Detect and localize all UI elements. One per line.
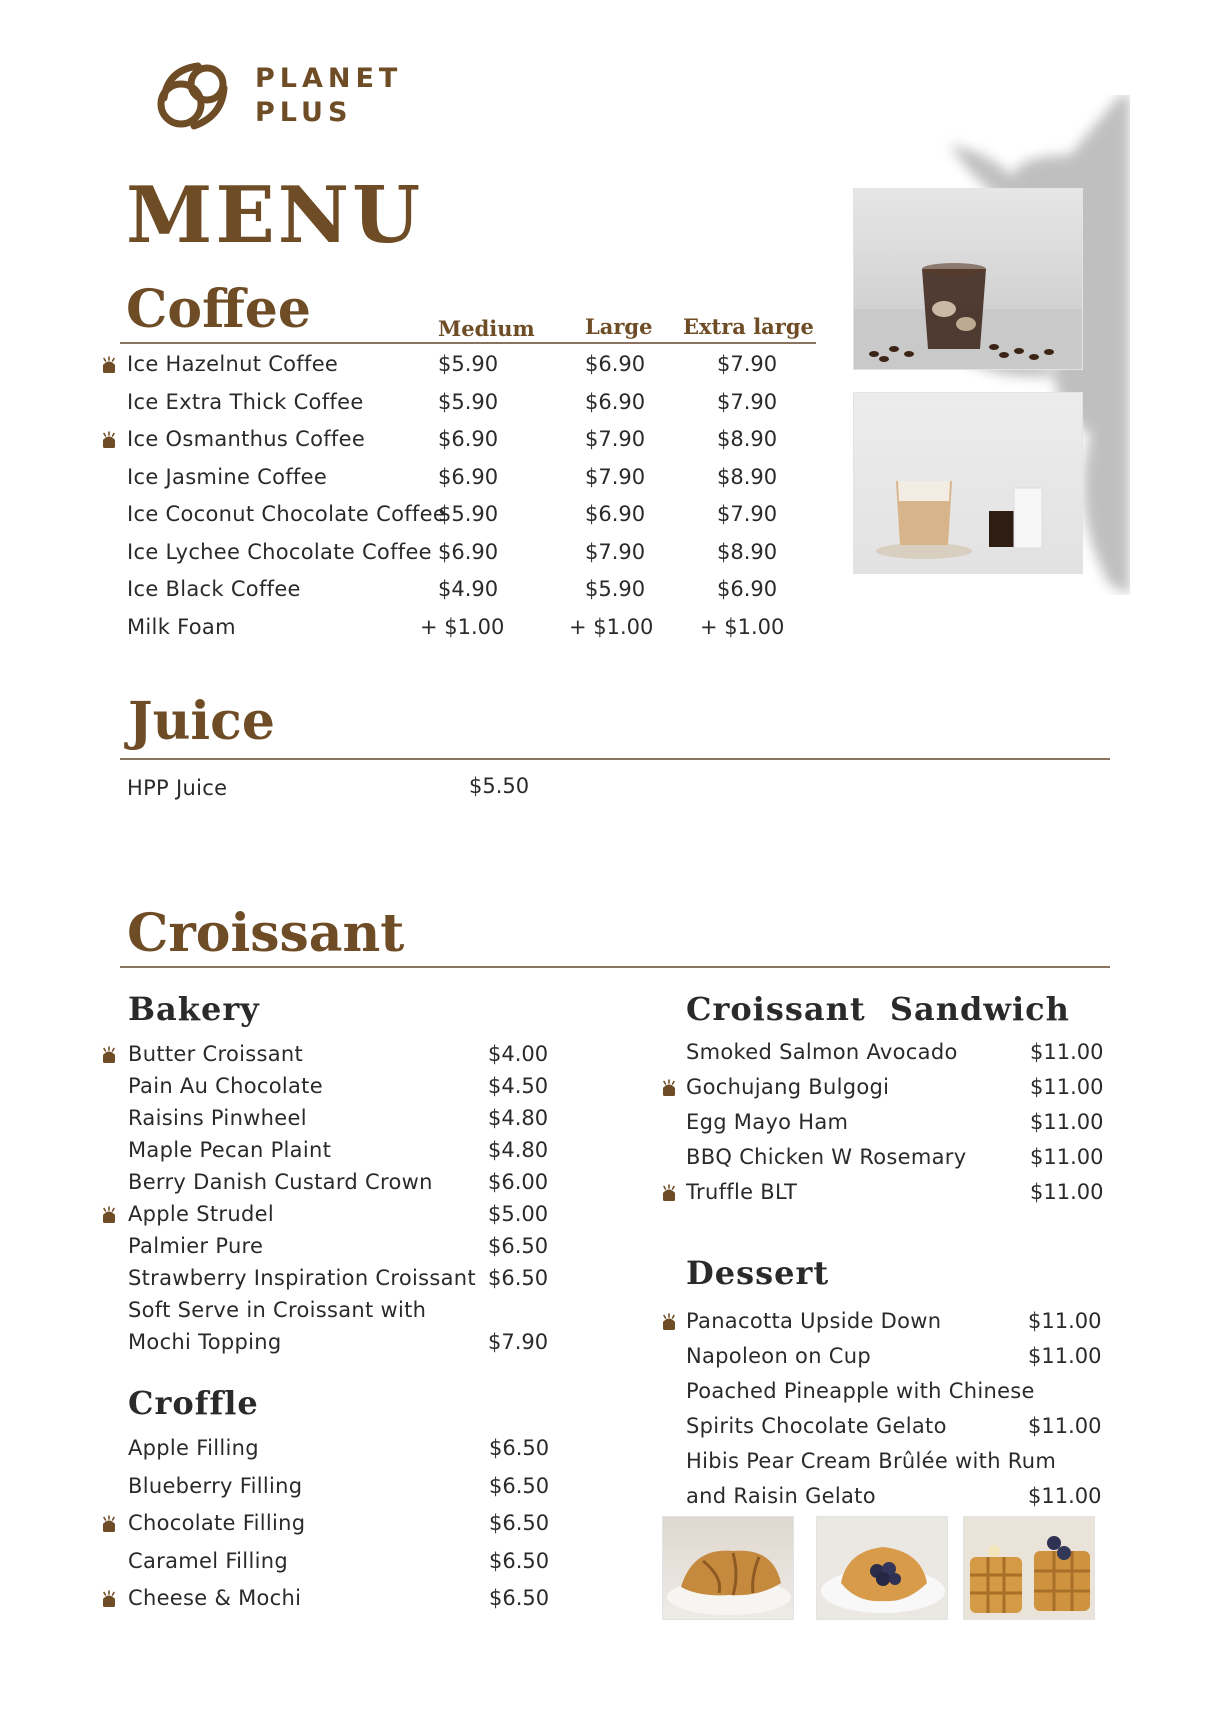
coffee-price-medium: $5.90 bbox=[438, 502, 499, 526]
croffle-item-price: $6.50 bbox=[489, 1586, 550, 1610]
coffee-price-extra-large: $7.90 bbox=[717, 502, 778, 526]
brand-line-1: PLANET bbox=[255, 63, 403, 94]
bakery-item-price: $4.50 bbox=[488, 1074, 549, 1098]
coffee-price-large: $6.90 bbox=[585, 352, 646, 376]
sandwich-item-name: Truffle BLT bbox=[686, 1180, 798, 1204]
sandwich-title: Croissant Sandwich bbox=[686, 990, 1070, 1028]
croissant-photo bbox=[662, 1516, 794, 1620]
bakery-item-price: $4.00 bbox=[488, 1042, 549, 1066]
bakery-item-price: $7.90 bbox=[488, 1330, 549, 1354]
juice-divider bbox=[120, 758, 1110, 760]
bakery-item-price: $6.50 bbox=[488, 1234, 549, 1258]
coffee-item-name: Milk Foam bbox=[127, 614, 236, 639]
bakery-item-name: Butter Croissant bbox=[128, 1042, 304, 1066]
juice-item-price: $5.50 bbox=[469, 774, 530, 798]
bakery-item-name: Apple Strudel bbox=[128, 1202, 274, 1226]
croffle-item-price: $6.50 bbox=[489, 1473, 550, 1498]
sandwich-item-price: $11.00 bbox=[1030, 1040, 1104, 1064]
croffle-photo bbox=[963, 1516, 1095, 1620]
coffee-price-medium: $5.90 bbox=[438, 352, 499, 376]
croffle-item-price: $6.50 bbox=[489, 1511, 550, 1535]
coffee-price-large: $7.90 bbox=[585, 539, 646, 564]
coffee-price-large: $7.90 bbox=[585, 427, 646, 451]
col-header-medium: Medium bbox=[438, 316, 535, 341]
dessert-item-name: Hibis Pear Cream Brûlée with Rum bbox=[686, 1449, 1057, 1473]
dessert-item-price: $11.00 bbox=[1028, 1344, 1102, 1368]
recommended-icon bbox=[660, 1313, 678, 1331]
bakery-title: Bakery bbox=[128, 990, 260, 1028]
juice-item-name: HPP Juice bbox=[127, 776, 228, 800]
bakery-item-name: Pain Au Chocolate bbox=[128, 1074, 323, 1098]
croffle-item-name: Apple Filling bbox=[128, 1436, 259, 1460]
sandwich-item-name: BBQ Chicken W Rosemary bbox=[686, 1145, 967, 1169]
recommended-icon bbox=[660, 1184, 678, 1202]
bakery-item-name: Raisins Pinwheel bbox=[128, 1106, 307, 1130]
bakery-item-price: $4.80 bbox=[488, 1138, 549, 1162]
bakery-item-price: $6.00 bbox=[488, 1170, 549, 1194]
coffee-price-medium: $6.90 bbox=[438, 427, 499, 451]
juice-section-title: Juice bbox=[128, 691, 275, 752]
croffle-item-name: Cheese & Mochi bbox=[128, 1586, 302, 1610]
coffee-price-medium: $4.90 bbox=[438, 577, 499, 601]
sandwich-item-name: Gochujang Bulgogi bbox=[686, 1075, 890, 1099]
sandwich-item-name: Egg Mayo Ham bbox=[686, 1110, 849, 1134]
coffee-price-large: $6.90 bbox=[585, 389, 646, 414]
dessert-item-name: Poached Pineapple with Chinese bbox=[686, 1379, 1035, 1403]
coffee-price-extra-large: $7.90 bbox=[717, 352, 778, 376]
coffee-price-medium: $6.90 bbox=[438, 464, 499, 489]
sandwich-item-price: $11.00 bbox=[1030, 1110, 1104, 1134]
dessert-item-name: and Raisin Gelato bbox=[686, 1484, 876, 1508]
coffee-price-extra-large: + $1.00 bbox=[700, 614, 785, 639]
croffle-item-name: Blueberry Filling bbox=[128, 1473, 303, 1498]
col-header-extra-large: Extra large bbox=[683, 314, 814, 339]
sandwich-item-price: $11.00 bbox=[1030, 1145, 1104, 1169]
coffee-price-medium: + $1.00 bbox=[420, 614, 505, 639]
page-title: MENU bbox=[126, 170, 424, 261]
planet-plus-logo-icon bbox=[154, 58, 234, 134]
col-header-large: Large bbox=[585, 314, 653, 339]
dessert-item-price: $11.00 bbox=[1028, 1484, 1102, 1508]
coffee-section-title: Coffee bbox=[126, 279, 311, 340]
dessert-item-name: Panacotta Upside Down bbox=[686, 1309, 942, 1333]
sandwich-item-name: Smoked Salmon Avocado bbox=[686, 1040, 958, 1064]
coffee-item-name: Ice Hazelnut Coffee bbox=[127, 352, 339, 376]
brand-line-2: PLUS bbox=[255, 97, 353, 128]
croffle-item-price: $6.50 bbox=[489, 1436, 550, 1460]
recommended-icon bbox=[100, 1515, 118, 1533]
croffle-item-name: Chocolate Filling bbox=[128, 1511, 306, 1535]
bakery-item-name: Berry Danish Custard Crown bbox=[128, 1170, 433, 1194]
bakery-item-price: $6.50 bbox=[488, 1266, 549, 1290]
dessert-title: Dessert bbox=[686, 1254, 830, 1292]
dessert-item-name: Spirits Chocolate Gelato bbox=[686, 1414, 947, 1438]
croffle-item-price: $6.50 bbox=[489, 1548, 550, 1573]
recommended-icon bbox=[660, 1079, 678, 1097]
dessert-item-price: $11.00 bbox=[1028, 1309, 1102, 1333]
danish-photo bbox=[816, 1516, 948, 1620]
recommended-icon bbox=[100, 356, 118, 374]
coffee-price-large: $5.90 bbox=[585, 577, 646, 601]
coffee-item-name: Ice Extra Thick Coffee bbox=[127, 389, 364, 414]
coffee-divider bbox=[120, 342, 816, 344]
croffle-title: Croffle bbox=[128, 1384, 259, 1422]
croffle-item-name: Caramel Filling bbox=[128, 1548, 288, 1573]
croissant-section-title: Croissant bbox=[127, 903, 405, 964]
coffee-item-name: Ice Coconut Chocolate Coffee bbox=[127, 502, 447, 526]
recommended-icon bbox=[100, 1590, 118, 1608]
coffee-item-name: Ice Black Coffee bbox=[127, 577, 301, 601]
coffee-item-name: Ice Lychee Chocolate Coffee bbox=[127, 539, 432, 564]
croissant-divider bbox=[120, 966, 1110, 968]
bakery-item-price: $4.80 bbox=[488, 1106, 549, 1130]
coffee-item-name: Ice Jasmine Coffee bbox=[127, 464, 328, 489]
latte-photo bbox=[853, 392, 1083, 574]
iced-coffee-photo bbox=[853, 188, 1083, 370]
brand-name bbox=[255, 62, 402, 130]
recommended-icon bbox=[100, 431, 118, 449]
recommended-icon bbox=[100, 1206, 118, 1224]
bakery-item-name: Strawberry Inspiration Croissant bbox=[128, 1266, 476, 1290]
coffee-price-medium: $5.90 bbox=[438, 389, 499, 414]
bakery-item-name: Palmier Pure bbox=[128, 1234, 264, 1258]
bakery-item-name: Mochi Topping bbox=[128, 1330, 282, 1354]
dessert-item-name: Napoleon on Cup bbox=[686, 1344, 871, 1368]
sandwich-item-price: $11.00 bbox=[1030, 1180, 1104, 1204]
brand-logo bbox=[154, 58, 234, 134]
coffee-price-extra-large: $8.90 bbox=[717, 539, 778, 564]
coffee-item-name: Ice Osmanthus Coffee bbox=[127, 427, 366, 451]
coffee-price-extra-large: $8.90 bbox=[717, 427, 778, 451]
bakery-item-name: Soft Serve in Croissant with bbox=[128, 1298, 427, 1322]
coffee-price-large: + $1.00 bbox=[569, 614, 654, 639]
dessert-item-price: $11.00 bbox=[1028, 1414, 1102, 1438]
coffee-price-medium: $6.90 bbox=[438, 539, 499, 564]
coffee-price-large: $6.90 bbox=[585, 502, 646, 526]
bakery-item-price: $5.00 bbox=[488, 1202, 549, 1226]
bakery-item-name: Maple Pecan Plaint bbox=[128, 1138, 332, 1162]
coffee-price-extra-large: $8.90 bbox=[717, 464, 778, 489]
coffee-price-large: $7.90 bbox=[585, 464, 646, 489]
recommended-icon bbox=[100, 1046, 118, 1064]
coffee-price-extra-large: $6.90 bbox=[717, 577, 778, 601]
coffee-price-extra-large: $7.90 bbox=[717, 389, 778, 414]
sandwich-item-price: $11.00 bbox=[1030, 1075, 1104, 1099]
